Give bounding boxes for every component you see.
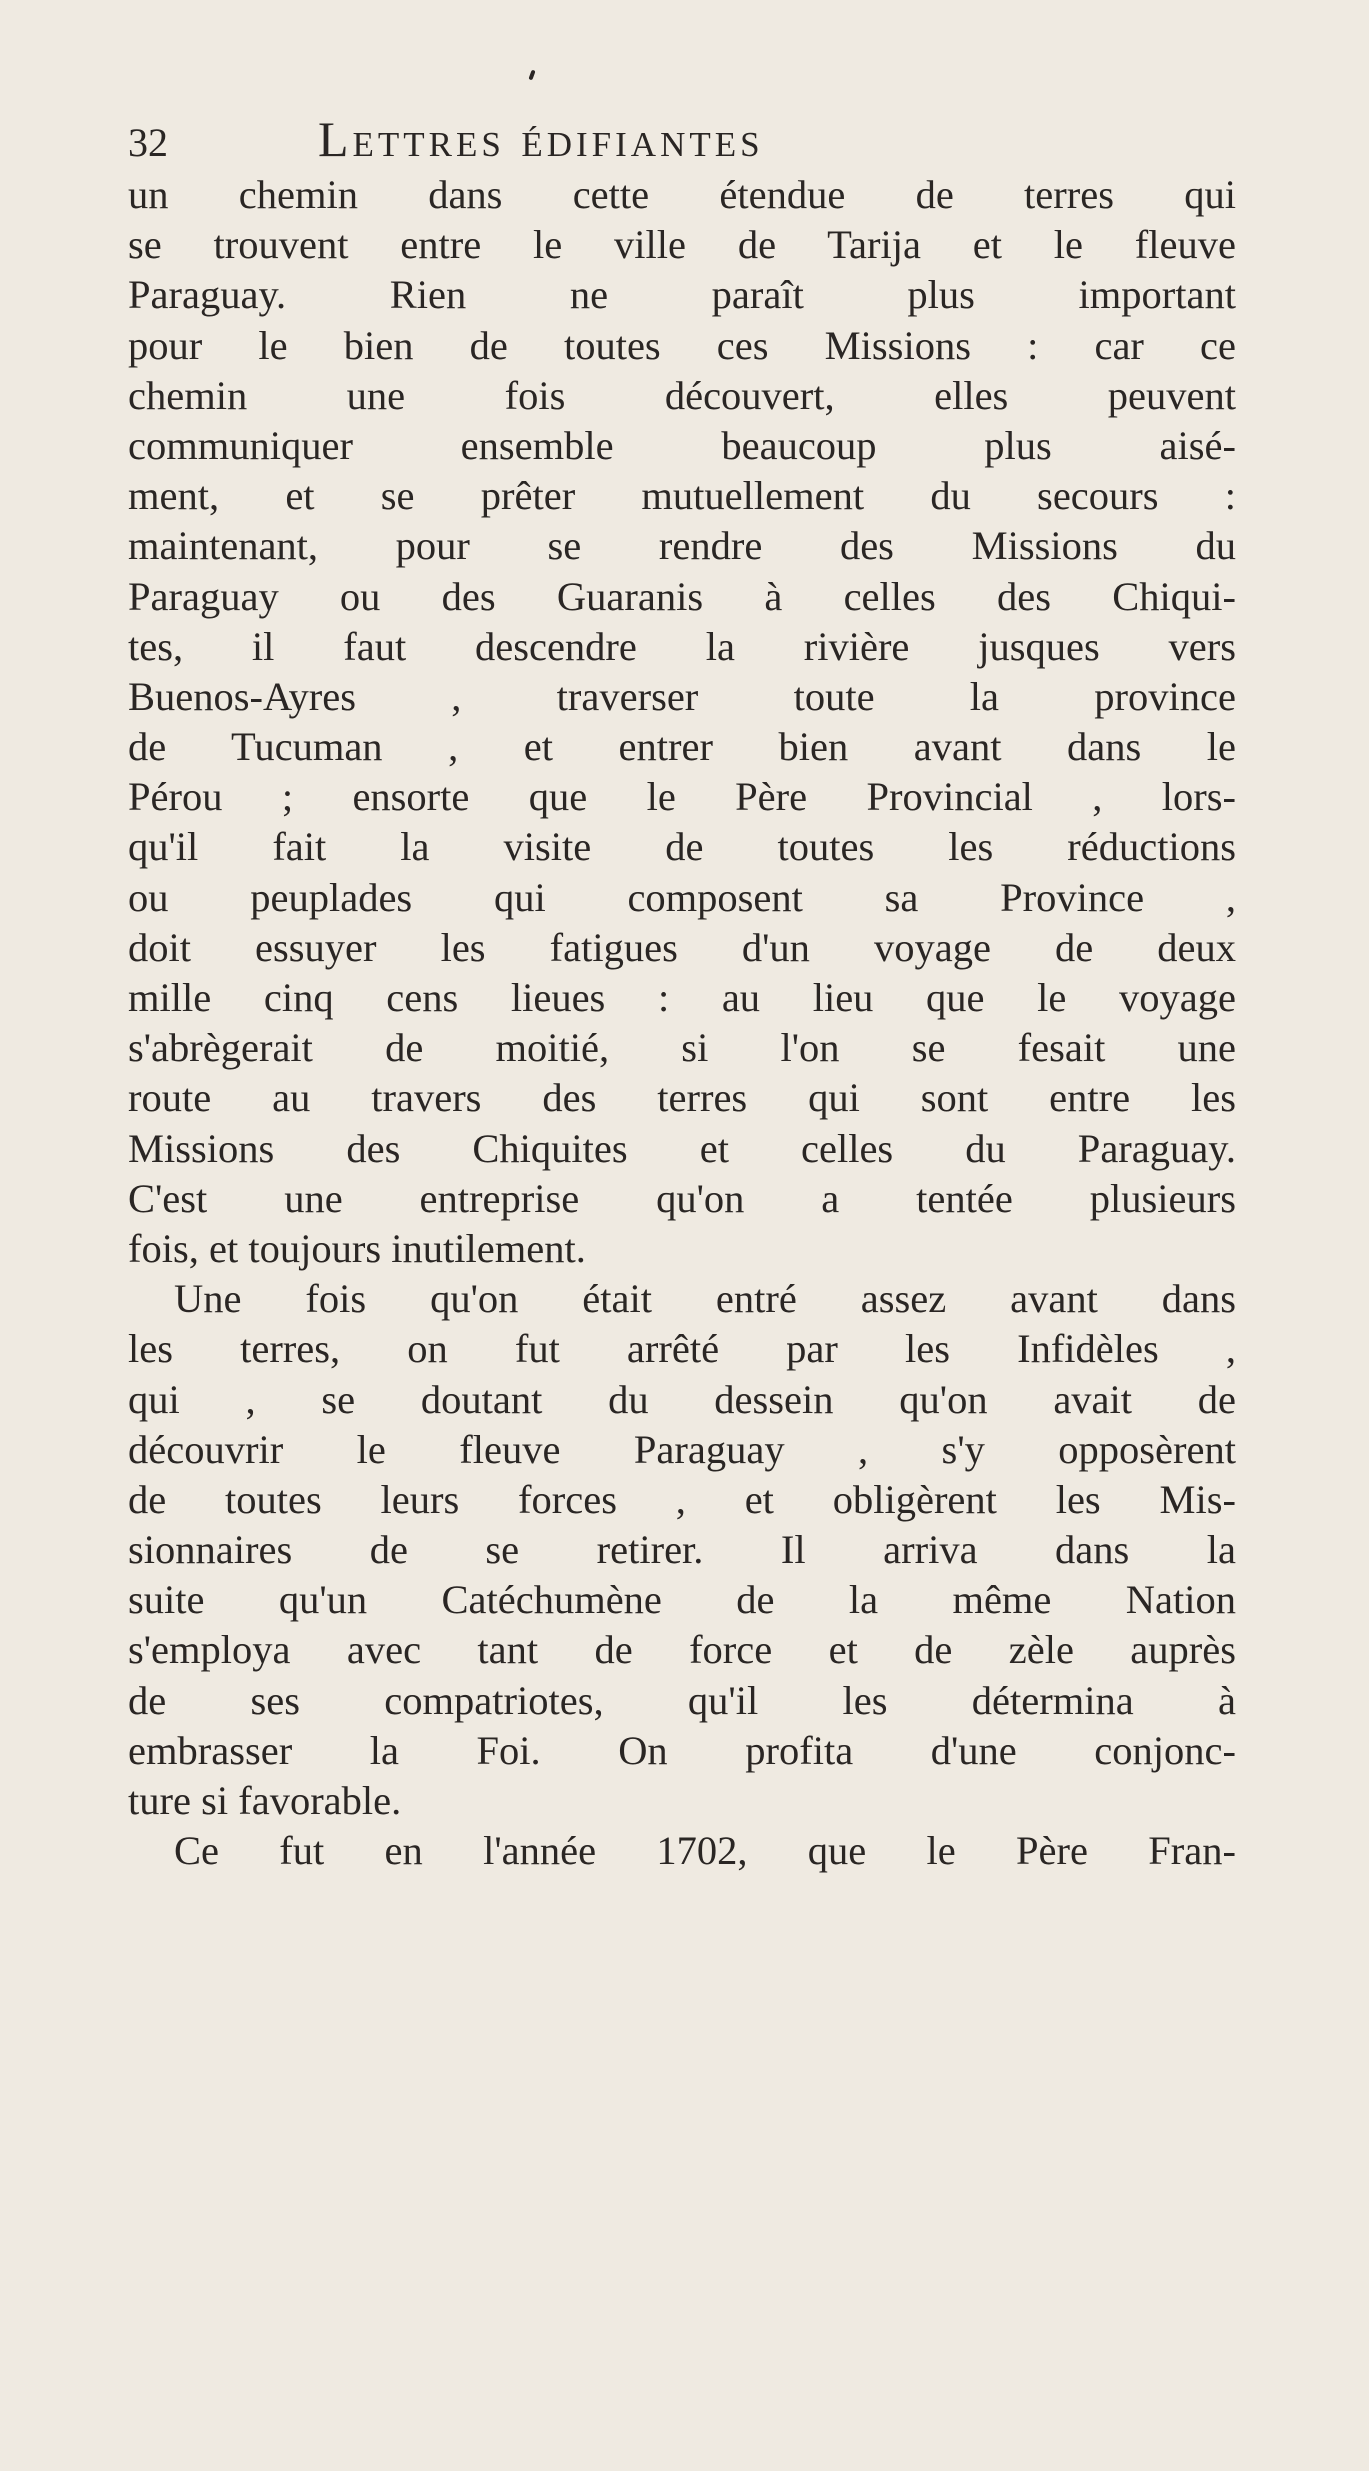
text-line: sionnaires de se retirer. Il arriva dans la: [128, 1527, 1236, 1573]
text-line: tes, il faut descendre la rivière jusques vers: [128, 623, 1236, 669]
text-line: chemin une fois découvert, elles peuvent: [128, 372, 1236, 418]
text-line: mille cinq cens lieues : au lieu que le voyage: [128, 975, 1236, 1020]
text-line: de toutes leurs forces , et obligèrent les Mis-: [128, 1476, 1236, 1522]
text-line: route au travers des terres qui sont entre les: [128, 1075, 1236, 1121]
ink-mark: [528, 70, 535, 81]
text-line: fois, et toujours inutilement.: [128, 1225, 586, 1271]
text-line: qu'il fait la visite de toutes les réductions: [128, 824, 1236, 870]
text-line: maintenant, pour se rendre des Missions du: [128, 523, 1236, 569]
text-line: de Tucuman , et entrer bien avant dans le: [128, 724, 1236, 770]
text-line: doit essuyer les fatigues d'un voyage de deux: [128, 924, 1236, 970]
text-line: les terres, on fut arrêté par les Infidèles ,: [128, 1326, 1236, 1372]
text-line: Missions des Chiquites et celles du Paraguay.: [128, 1125, 1236, 1171]
text-line: ment, et se prêter mutuellement du secours :: [128, 473, 1236, 519]
text-line: Buenos-Ayres , traverser toute la province: [128, 673, 1236, 719]
text-line: découvrir le fleuve Paraguay , s'y opposèrent: [128, 1426, 1236, 1472]
running-title: Lettres édifiantes: [318, 111, 764, 167]
text-line: ture si favorable.: [128, 1778, 402, 1823]
text-line: un chemin dans cette étendue de terres qui: [128, 172, 1236, 217]
text-line: Une fois qu'on était entré assez avant dans: [174, 1276, 1236, 1322]
text-line: Ce fut en l'année 1702, que le Père Fran-: [174, 1828, 1236, 1874]
text-line: Paraguay ou des Guaranis à celles des Chiqui-: [128, 573, 1236, 619]
text-line: communiquer ensemble beaucoup plus aisé-: [128, 422, 1236, 468]
page-header: [128, 110, 1168, 170]
text-line: suite qu'un Catéchumène de la même Nation: [128, 1577, 1236, 1623]
page-number: 32: [128, 120, 168, 165]
text-line: Pérou ; ensorte que le Père Provincial , lors-: [128, 774, 1236, 820]
text-line: se trouvent entre le ville de Tarija et le fleuve: [128, 222, 1236, 268]
text-line: Paraguay. Rien ne paraît plus important: [128, 272, 1236, 318]
text-line: ou peuplades qui composent sa Province ,: [128, 874, 1236, 920]
text-line: s'employa avec tant de force et de zèle auprès: [128, 1627, 1236, 1673]
text-line: C'est une entreprise qu'on a tentée plusieurs: [128, 1175, 1236, 1221]
text-line: s'abrègerait de moitié, si l'on se fesait une: [128, 1025, 1236, 1071]
text-line: embrasser la Foi. On profita d'une conjonc-: [128, 1727, 1236, 1773]
text-line: de ses compatriotes, qu'il les détermina à: [128, 1677, 1236, 1723]
page-body: [128, 170, 1236, 1876]
text-line: pour le bien de toutes ces Missions : car ce: [128, 322, 1236, 368]
text-line: qui , se doutant du dessein qu'on avait de: [128, 1376, 1236, 1422]
